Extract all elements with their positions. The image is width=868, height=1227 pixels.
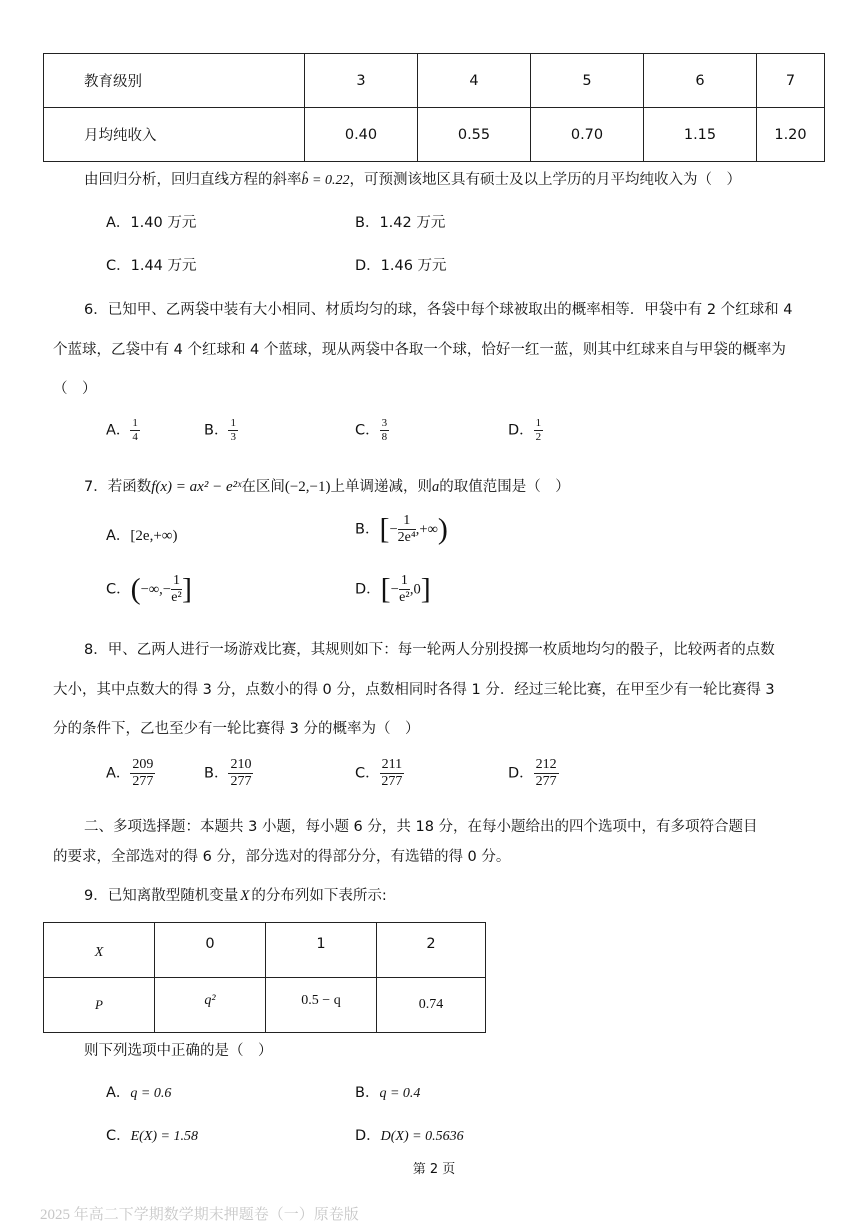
fraction: $\frac{1}{\text{2e⁴}}$ bbox=[397, 513, 416, 545]
q8-option-b: B． $\frac{210}{277}$ bbox=[204, 757, 252, 789]
interval: (−2,−1) bbox=[284, 479, 331, 495]
document-footer: 2025 年高二下学期数学期末押题卷（一）原卷版 bbox=[40, 1207, 359, 1223]
table-cell: 1.15 bbox=[644, 108, 757, 162]
table-cell: 1 bbox=[266, 923, 377, 978]
table-cell: 0 bbox=[155, 923, 266, 978]
q6-line-2: 个蓝球，乙袋中有 4 个红球和 4 个蓝球，现从两袋中各取一个球，恰好一红一蓝，则其中红球来自与甲袋的概率为 bbox=[53, 342, 786, 358]
q8-line-1: 8．甲、乙两人进行一场游戏比赛，其规则如下：每一轮两人分别投掷一枚质地均匀的骰子，比较两者的点数 bbox=[84, 642, 775, 658]
table-cell: 0.74 bbox=[377, 978, 486, 1033]
fraction: $\frac{211}{277}$ bbox=[381, 757, 403, 789]
fraction: $\frac{210}{277}$ bbox=[230, 757, 252, 789]
q7-option-b: B．[− $\frac{1}{\text{2e⁴}}$ ,+∞) bbox=[355, 512, 448, 546]
distribution-table bbox=[43, 922, 486, 1033]
q5-option-b: B．1.42 万元 bbox=[355, 215, 446, 231]
q9-option-d: D．D(X) = 0.5636 bbox=[355, 1128, 464, 1144]
table-cell: P bbox=[44, 978, 155, 1033]
fraction: $\frac{1}{\text{e²}}$ bbox=[171, 573, 182, 605]
table-cell: 1.20 bbox=[757, 108, 825, 162]
q9-option-b: B．q = 0.4 bbox=[355, 1085, 421, 1101]
q8-line-3: 分的条件下，乙也至少有一轮比赛得 3 分的概率为（ ） bbox=[53, 721, 420, 737]
q8-option-d: D． $\frac{212}{277}$ bbox=[508, 757, 557, 789]
section-heading-line-2: 的要求，全部选对的得 6 分，部分选对的得部分分，有选错的得 0 分。 bbox=[53, 849, 511, 865]
table-cell: 0.5 − q bbox=[266, 978, 377, 1033]
fraction: $\frac{1}{\text{e²}}$ bbox=[399, 573, 410, 605]
slope-formula: b̂ = 0.22 bbox=[301, 173, 350, 188]
fraction: $\frac{1}{2}$ bbox=[535, 417, 542, 443]
section-heading-line-1: 二、多项选择题：本题共 3 小题，每小题 6 分，共 18 分，在每小题给出的四个选项中，有多项符合题目 bbox=[84, 819, 758, 835]
table-cell: 4 bbox=[418, 54, 531, 108]
q6-option-a: A． $\frac{1}{4}$ bbox=[106, 417, 138, 443]
table-cell: 0.70 bbox=[531, 108, 644, 162]
q7-option-d: D．[− $\frac{1}{\text{e²}}$ ,0] bbox=[355, 572, 431, 606]
q6-line-3: （ ） bbox=[53, 381, 97, 397]
fraction: $\frac{3}{8}$ bbox=[381, 417, 388, 443]
q6-option-c: C． $\frac{3}{8}$ bbox=[355, 417, 388, 443]
q9-ask: 则下列选项中正确的是（ ） bbox=[84, 1043, 273, 1059]
table-cell: q² bbox=[155, 978, 266, 1033]
table-cell: 3 bbox=[305, 54, 418, 108]
q9-option-a: A．q = 0.6 bbox=[106, 1085, 172, 1101]
table-cell: 6 bbox=[644, 54, 757, 108]
q8-option-c: C． $\frac{211}{277}$ bbox=[355, 757, 403, 789]
table-cell: 7 bbox=[757, 54, 825, 108]
function-formula: f(x) = ax² − e²ˣ bbox=[151, 479, 242, 495]
q8-line-2: 大小，其中点数大的得 3 分，点数小的得 0 分，点数相同时各得 1 分．经过三轮比赛，在甲至少有一轮比赛得 3 bbox=[53, 682, 775, 698]
fraction: $\frac{1}{3}$ bbox=[230, 417, 236, 443]
table-cell: 2 bbox=[377, 923, 486, 978]
q5-stem: 由回归分析，回归直线方程的斜率b̂ = 0.22，可预测该地区具有硕士及以上学历的月平均纯收入为（ ） bbox=[84, 172, 741, 188]
q9-stem: 9．已知离散型随机变量 X 的分布列如下表所示: bbox=[84, 888, 387, 904]
table-cell: 0.40 bbox=[305, 108, 418, 162]
table-cell: 教育级别 bbox=[44, 54, 305, 108]
q7-option-a: A．[2e,+∞) bbox=[106, 528, 178, 544]
q6-line-1: 6．已知甲、乙两袋中装有大小相同、材质均匀的球，各袋中每个球被取出的概率相等．甲袋中有 2 个红球和 4 bbox=[84, 302, 793, 318]
q9-option-c: C．E(X) = 1.58 bbox=[106, 1128, 198, 1144]
q7-stem: 7．若函数f(x) = ax² − e²ˣ在区间(−2,−1)上单调递减，则a的取值范围是（ ） bbox=[84, 479, 570, 495]
q7-option-c: C．(−∞,− $\frac{1}{\text{e²}}$ ] bbox=[106, 572, 192, 606]
q6-option-b: B． $\frac{1}{3}$ bbox=[204, 417, 236, 443]
table-cell: X bbox=[44, 923, 155, 978]
q5-option-c: C．1.44 万元 bbox=[106, 258, 197, 274]
q5-option-d: D．1.46 万元 bbox=[355, 258, 447, 274]
q5-option-a: A．1.40 万元 bbox=[106, 215, 197, 231]
q6-option-d: D． $\frac{1}{2}$ bbox=[508, 417, 542, 443]
table-cell: 月均纯收入 bbox=[44, 108, 305, 162]
table-cell: 5 bbox=[531, 54, 644, 108]
table-cell: 0.55 bbox=[418, 108, 531, 162]
fraction: $\frac{1}{4}$ bbox=[132, 417, 138, 443]
fraction: $\frac{212}{277}$ bbox=[535, 757, 557, 789]
q8-option-a: A． $\frac{209}{277}$ bbox=[106, 757, 154, 789]
fraction: $\frac{209}{277}$ bbox=[132, 757, 154, 789]
income-table bbox=[43, 53, 825, 162]
page-number: 第 2 页 bbox=[412, 1162, 456, 1177]
